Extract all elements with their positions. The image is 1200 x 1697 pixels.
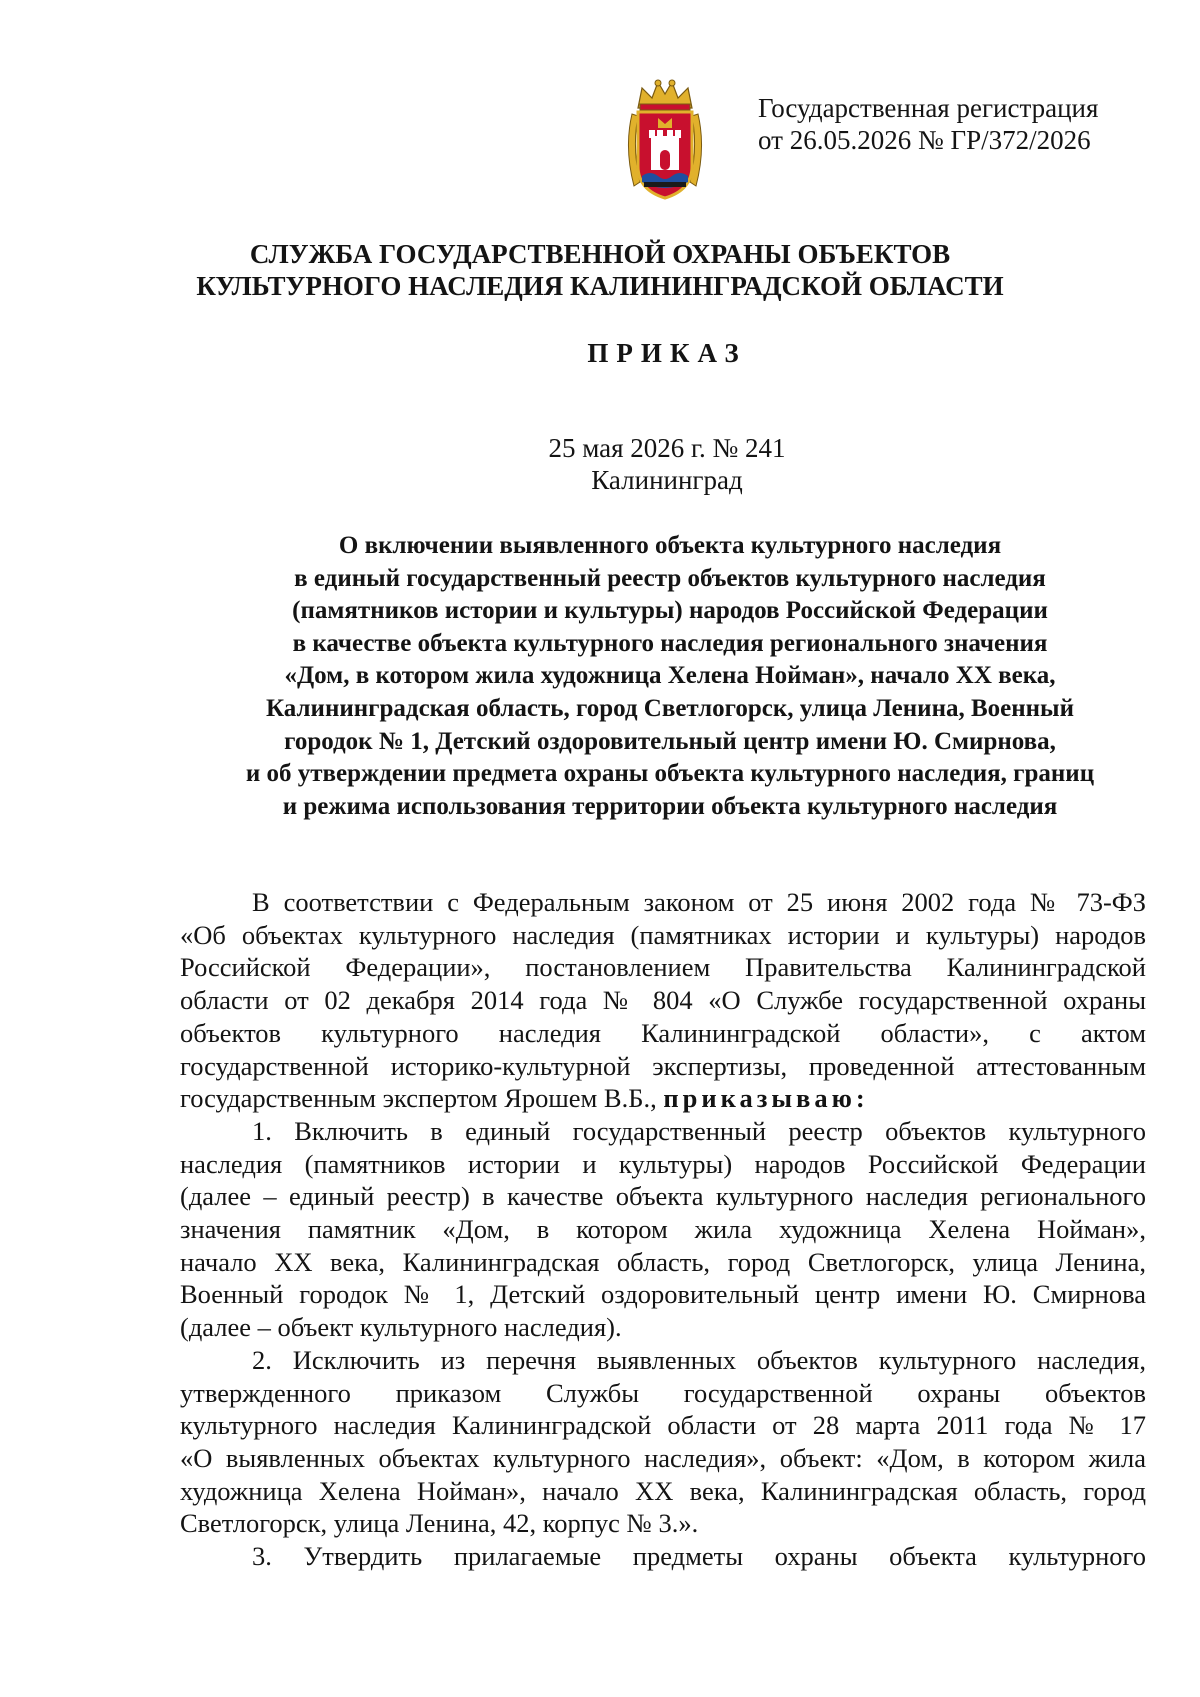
body-line: наследия (памятников истории и культуры) народов Российской Федерации	[180, 1148, 1146, 1179]
item-1-paragraph	[180, 1115, 1146, 1344]
organization-title-line: СЛУЖБА ГОСУДАРСТВЕННОЙ ОХРАНЫ ОБЪЕКТОВ	[249, 239, 951, 269]
body-line: (далее – объект культурного наследия).	[180, 1312, 622, 1343]
state-registration	[758, 92, 1098, 156]
document-type: ПРИКАЗ	[587, 338, 747, 368]
organization-title	[0, 238, 1200, 302]
subject-line: «Дом, в котором жила художница Хелена Нойман», начало XX века,	[284, 662, 1056, 690]
subject-line: О включении выявленного объекта культурного наследия	[338, 532, 1002, 559]
body-line: значения памятник «Дом, в котором жила художница Хелена Нойман»,	[180, 1214, 1146, 1245]
body-line: 1. Включить в единый государственный реестр объектов культурного	[252, 1115, 1146, 1146]
body-line: (далее – единый реестр) в качестве объекта культурного наследия регионального	[180, 1181, 1146, 1212]
subject-line: и режима использования территории объекта культурного наследия	[282, 792, 1058, 820]
body-line: 3. Утвердить прилагаемые предметы охраны объекта культурного	[252, 1541, 1146, 1572]
body-line: государственной историко-культурной экспертизы, проведенной аттестованным	[180, 1050, 1146, 1081]
subject-line: городок № 1, Детский оздоровительный центр имени Ю. Смирнова,	[284, 727, 1056, 755]
body-line: 2. Исключить из перечня выявленных объектов культурного наследия,	[252, 1344, 1146, 1375]
date-block	[0, 432, 1200, 496]
item-3-paragraph	[180, 1540, 1146, 1573]
registration-number: от 26.05.2026 № ГР/372/2026	[758, 125, 1091, 155]
body-line: «О выявленных объектах культурного наследия», объект: «Дом, в котором жила	[180, 1442, 1146, 1473]
body-line: утвержденного приказом Службы государственной охраны объектов	[180, 1377, 1146, 1408]
body-line: культурного наследия Калининградской области от 28 марта 2011 года № 17	[180, 1410, 1146, 1441]
body-line: Светлогорск, улица Ленина, 42, корпус № 3.».	[180, 1508, 699, 1539]
subject-line: Калининградская область, город Светлогорск, улица Ленина, Военный	[266, 694, 1074, 722]
subject-line: в единый государственный реестр объектов культурного наследия	[294, 564, 1046, 592]
body-line: «Об объектах культурного наследия (памятниках истории и культуры) народов	[180, 919, 1146, 950]
body-line: Военный городок № 1, Детский оздоровительный центр имени Ю. Смирнова	[180, 1279, 1146, 1310]
subject-line: и об утверждении предмета охраны объекта культурного наследия, границ	[245, 760, 1095, 788]
body-line: В соответствии с Федеральным законом от 25 июня 2002 года № 73-ФЗ	[252, 887, 1146, 917]
order-subject	[170, 530, 1170, 823]
coat-of-arms-icon	[624, 78, 706, 202]
order-word: приказываю:	[663, 1083, 869, 1114]
order-body	[180, 886, 1146, 1573]
subject-line: (памятников истории и культуры) народов Российской Федерации	[292, 597, 1048, 625]
preamble-paragraph	[180, 886, 1146, 1115]
body-line: Российской Федерации», постановлением Правительства Калининградской	[180, 952, 1146, 983]
body-line	[180, 1082, 1146, 1115]
body-line: объектов культурного наследия Калининградской области», с актом	[180, 1017, 1146, 1048]
subject-line: в качестве объекта культурного наследия регионального значения	[292, 629, 1048, 657]
order-date-number: 25 мая 2026 г. № 241	[548, 433, 786, 463]
body-line: области от 02 декабря 2014 года № 804 «О Службе государственной охраны	[180, 985, 1146, 1016]
body-line: начало XX века, Калининградская область, город Светлогорск, улица Ленина,	[180, 1246, 1146, 1277]
registration-label: Государственная регистрация	[758, 93, 1099, 123]
order-city: Калининград	[591, 465, 743, 495]
item-2-paragraph	[180, 1344, 1146, 1540]
organization-title-line: КУЛЬТУРНОГО НАСЛЕДИЯ КАЛИНИНГРАДСКОЙ ОБЛАСТИ	[196, 271, 1004, 301]
preamble-last-line: государственным экспертом Ярошем В.Б.,	[180, 1083, 657, 1114]
body-line: художница Хелена Нойман», начало XX века, Калининградская область, город	[180, 1475, 1146, 1506]
